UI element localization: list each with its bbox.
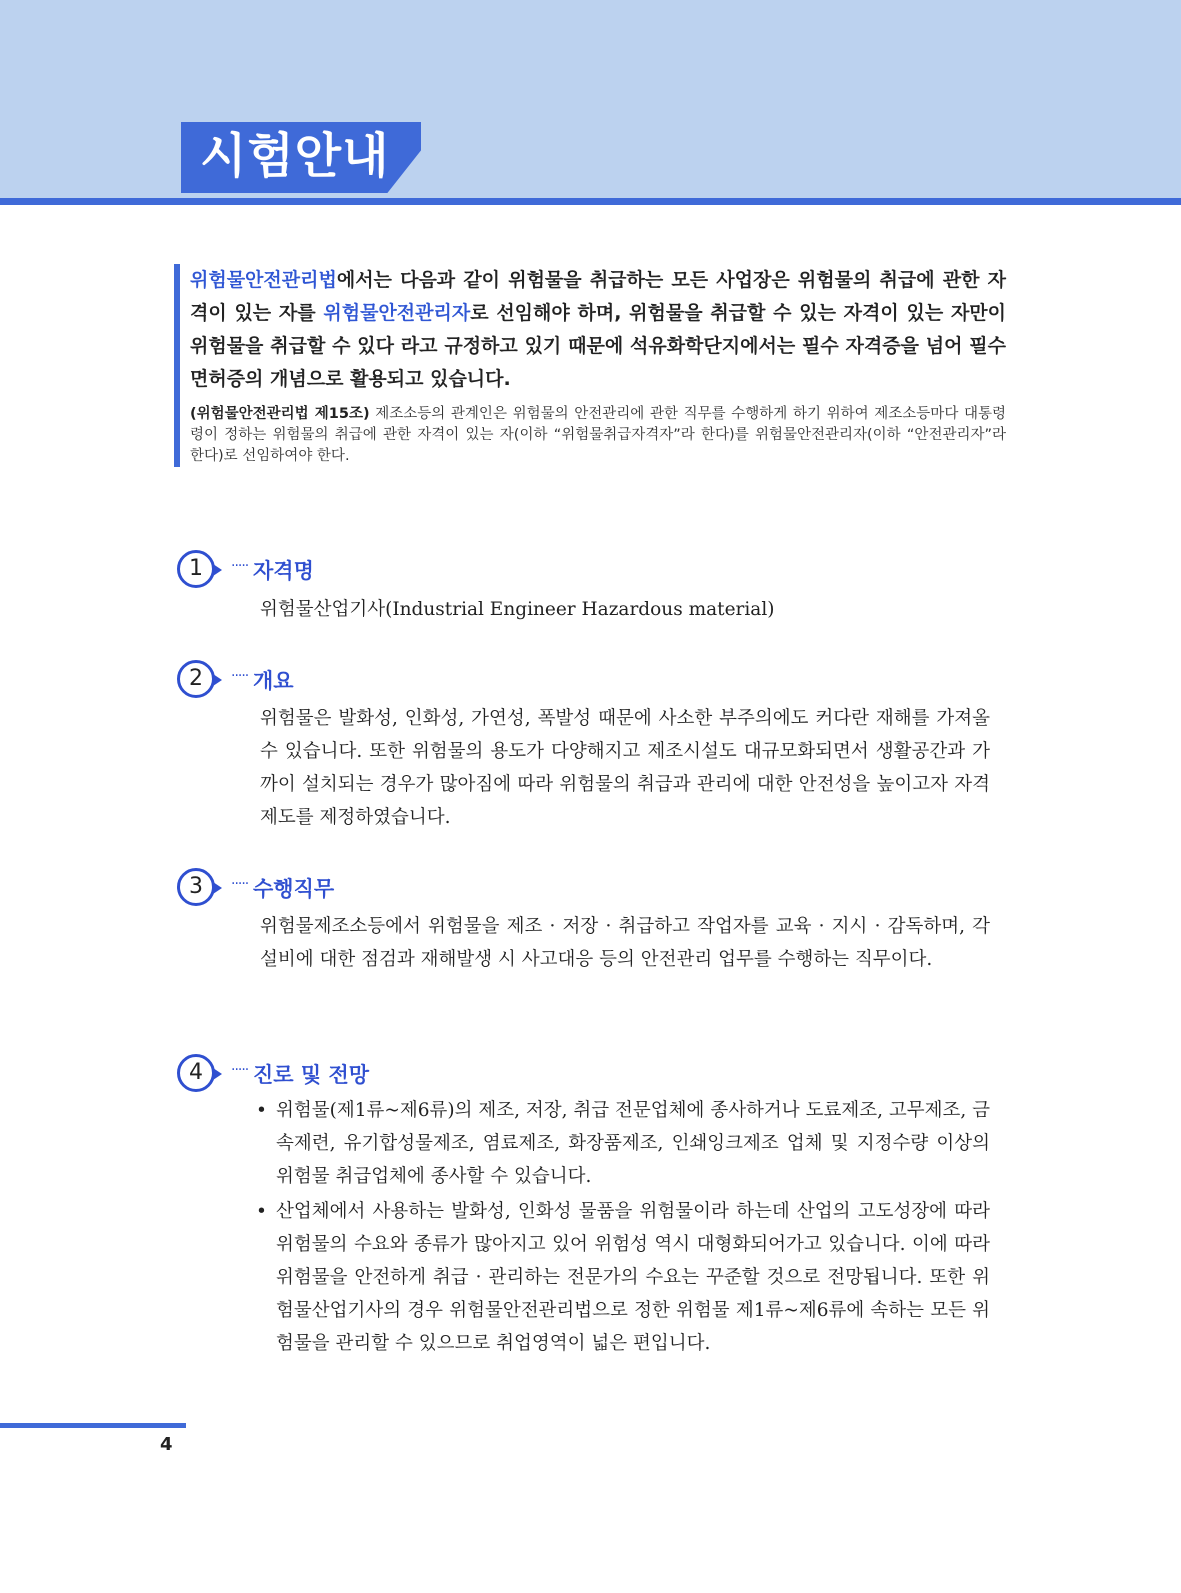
section-leader-dots: ····· bbox=[231, 1062, 249, 1078]
list-item: • 위험물(제1류~제6류)의 제조, 저장, 취급 전문업체에 종사하거나 도료제조, 고무제조, 금속제련, 유기합성물제조, 염료제조, 화장품제조, 인쇄잉크제조 업체 및 지정수량 이상의 위험물 취급업체에 종사할 수 있습니다. bbox=[256, 1094, 990, 1193]
section-title-1: 자격명 bbox=[253, 559, 314, 583]
section-leader-dots: ····· bbox=[231, 668, 249, 684]
section-number-1: 1 bbox=[177, 550, 215, 588]
list-item: • 산업체에서 사용하는 발화성, 인화성 물품을 위험물이라 하는데 산업의 고도성장에 따라 위험물의 수요와 종류가 많아지고 있어 위험성 역시 대형화되어가고 있습니다. 이에 따라 위험물을 안전하게 취급 · 관리하는 전문가의 수요는 꾸준할 것으로 전망됩니다. 또한 위험물산업기사의 경우 위험물안전관리법으로 정한 위험물 제1류~제6류에 속하는 모든 위험물을 관리할 수 있으므로 취업영역이 넓은 편입니다. bbox=[256, 1195, 990, 1360]
page-title: 시험안내 bbox=[200, 128, 390, 184]
page-number: 4 bbox=[160, 1434, 173, 1455]
section-number-3: 3 bbox=[177, 868, 215, 906]
section-leader-dots: ····· bbox=[231, 558, 249, 574]
law-reference: (위험물안전관리법 제15조) bbox=[190, 406, 370, 422]
section-title-2: 개요 bbox=[253, 669, 294, 693]
section-body-1: 위험물산업기사(Industrial Engineer Hazardous material) bbox=[260, 599, 775, 620]
section-title-3: 수행직무 bbox=[253, 877, 335, 901]
law-name: 위험물안전관리법 bbox=[190, 269, 337, 291]
intro-text-1: 에서는 다음과 같이 위험물을 취급하는 모든 사업장은 위험물의 취급에 관한 자격이 있는 자를 bbox=[190, 269, 1006, 324]
section-body-2: 위험물은 발화성, 인화성, 가연성, 폭발성 때문에 사소한 부주의에도 커다란 재해를 가져올 수 있습니다. 또한 위험물의 용도가 다양해지고 제조시설도 대규모화되면서 생활공간과 가까이 설치되는 경우가 많아짐에 따라 위험물의 취급과 관리에 대한 안전성을 높이고자 자격제도를 제정하였습니다. bbox=[260, 708, 990, 828]
career-outlook-list bbox=[256, 1094, 990, 1362]
intro-text-2: 로 선임해야 하며, 위험물을 취급할 수 있는 자격이 있는 자만이 위험물을 취급할 수 있다 라고 규정하고 있기 때문에 석유화학단지에서는 필수 자격증을 넘어 필수 면허증의 개념으로 활용되고 있습니다. bbox=[190, 302, 1007, 390]
header-rule bbox=[0, 198, 1181, 205]
section-number-2: 2 bbox=[177, 660, 215, 698]
intro-paragraph bbox=[190, 264, 1006, 396]
section-title-4: 진로 및 전망 bbox=[253, 1063, 370, 1087]
section-leader-dots: ····· bbox=[231, 876, 249, 892]
section-body-3: 위험물제조소등에서 위험물을 제조 · 저장 · 취급하고 작업자를 교육 · 지시 · 감독하며, 각 설비에 대한 점검과 재해발생 시 사고대응 등의 안전관리 업무를 수행하는 직무이다. bbox=[260, 916, 990, 970]
header-band bbox=[0, 0, 1181, 205]
intro-block bbox=[174, 264, 1006, 467]
section-number-4: 4 bbox=[177, 1054, 215, 1092]
law-citation bbox=[190, 404, 1006, 467]
manager-term: 위험물안전관리자 bbox=[323, 302, 471, 324]
law-text: 제조소등의 관계인은 위험물의 안전관리에 관한 직무를 수행하게 하기 위하여 제조소등마다 대통령령이 정하는 위험물의 취급에 관한 자격이 있는 자(이하 “위험물취급자격자”라 한다)를 위험물안전관리자(이하 “안전관리자”라 한다)로 선임하여야 한다. bbox=[190, 406, 1006, 464]
footer-rule bbox=[0, 1423, 186, 1428]
